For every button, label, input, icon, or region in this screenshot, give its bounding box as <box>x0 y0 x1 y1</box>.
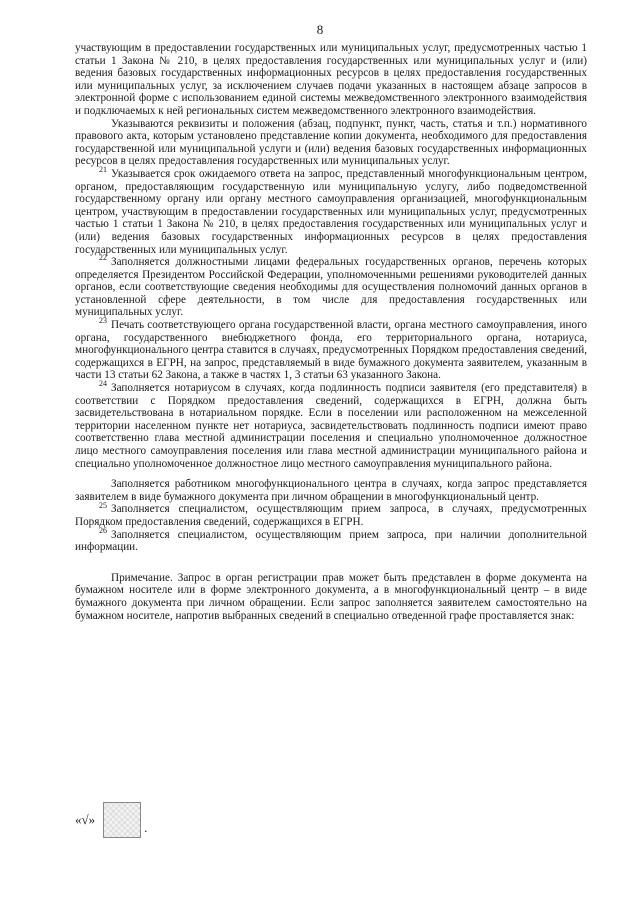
footnote-26: 26 Заполняется специалистом, осуществляющим прием запроса, при наличии дополнительной информации. <box>75 525 587 554</box>
footnote-24: 24 Заполняется нотариусом в случаях, когда подлинность подписи заявителя (его представителя) в соответствии с Порядком предоставления сведений, содержащихся в ЕГРН, должна быть засвидетельствована в нотариальном порядке. Если в поселении или расположенном на межселенной территории населенном пункте нет нотариуса, засвидетельствовать подлинность подписи имеют право соответственно глава местной администрации поселения и специально уполномоченное должностное лицо местного самоуправления поселения или глава местной администрации муниципального района и специально уполномоченное должностное лицо местного самоуправления муниципального района. <box>75 379 587 470</box>
check-mark-box <box>103 802 141 838</box>
footnote-25: 25 Заполняется специалистом, осуществляющим прием запроса, в случаях, предусмотренных Порядком предоставления сведений, содержащихся в ЕГРН. <box>75 500 587 528</box>
check-mark-label: «√» <box>75 812 96 827</box>
page-number: 8 <box>316 22 324 37</box>
paragraph-mfc: Заполняется работником многофункционального центра в случаях, когда запрос представляется заявителем в виде бумажного документа при личном обращении в многофункциональный центр. <box>75 478 587 503</box>
footnote-22: 22 Заполняется должностными лицами федеральных государственных органов, перечень которых определяется Президентом Российской Федерации, уполномоченными решениями руководителей данных органов, если соответствующие сведения необходимы для осуществления полномочий данных органов в установленной сфере деятельности, в том числе для предоставления государственных или муниципальных услуг. <box>75 253 587 319</box>
document-body <box>75 42 587 622</box>
paragraph-continuation: участвующим в предоставлении государственных или муниципальных услуг, предусмотренных частью 1 статьи 1 Закона № 210, в целях предоставления государственных или муниципальных услуг и (или) ведения базовых государственных информационных ресурсов в целях предоставления государственных или муниципальных услуг, за исключением случаев подачи указанных в настоящем абзаце запросов в электронной форме с использованием единой системы межведомственного электронного взаимодействия и подключаемых к ней региональных систем межведомственного электронного взаимодействия. <box>75 42 587 117</box>
note-paragraph: Примечание. Запрос в орган регистрации прав может быть представлен в форме документа на бумажном носителе или в форме электронного документа, а в многофункциональный центр – в виде бумажного документа при личном обращении. Если запрос заполняется заявителем самостоятельно на бумажном носителе, напротив выбранных сведений в специально отведенной графе проставляется знак: <box>75 571 587 622</box>
paragraph-requisites: Указываются реквизиты и положения (абзац, подпункт, пункт, часть, статья и т.п.) нормативного правового акта, которым установлено представление копии документа, необходимого для предоставления государственной или муниципальной услуги и (или) ведения базовых государственных информационных ресурсов в целях предоставления государственных или муниципальных услуг. <box>75 117 587 168</box>
check-mark-period: . <box>144 820 148 835</box>
check-mark-sample <box>75 800 147 840</box>
footnote-21: 21 Указывается срок ожидаемого ответа на запрос, представленный многофункциональным центром, органом, предоставляющим государственную или муниципальную услугу, либо подведомственной государственному органу или органу местного самоуправления организацией, многофункциональным центром, участвующим в предоставлении государственных или муниципальных услуг, предусмотренных частью 1 статьи 1 Закона № 210, в целях предоставления государственных или муниципальных услуг и (или) ведения базовых государственных информационных ресурсов в целях предоставления государственных или муниципальных услуг. <box>75 165 587 256</box>
footnote-23: 23 Печать соответствующего органа государственной власти, органа местного самоуправления, иного органа, государственного внебюджетного фонда, его территориального органа, нотариуса, многофункционального центра ставится в случаях, предусмотренных Порядком предоставления сведений, содержащихся в ЕГРН, на запрос, представляемый в виде бумажного документа заявителем, указанным в части 13 статьи 62 Закона, а также в частях 1, 3 статьи 63 указанного Закона. <box>75 316 587 382</box>
spacer <box>75 470 587 478</box>
